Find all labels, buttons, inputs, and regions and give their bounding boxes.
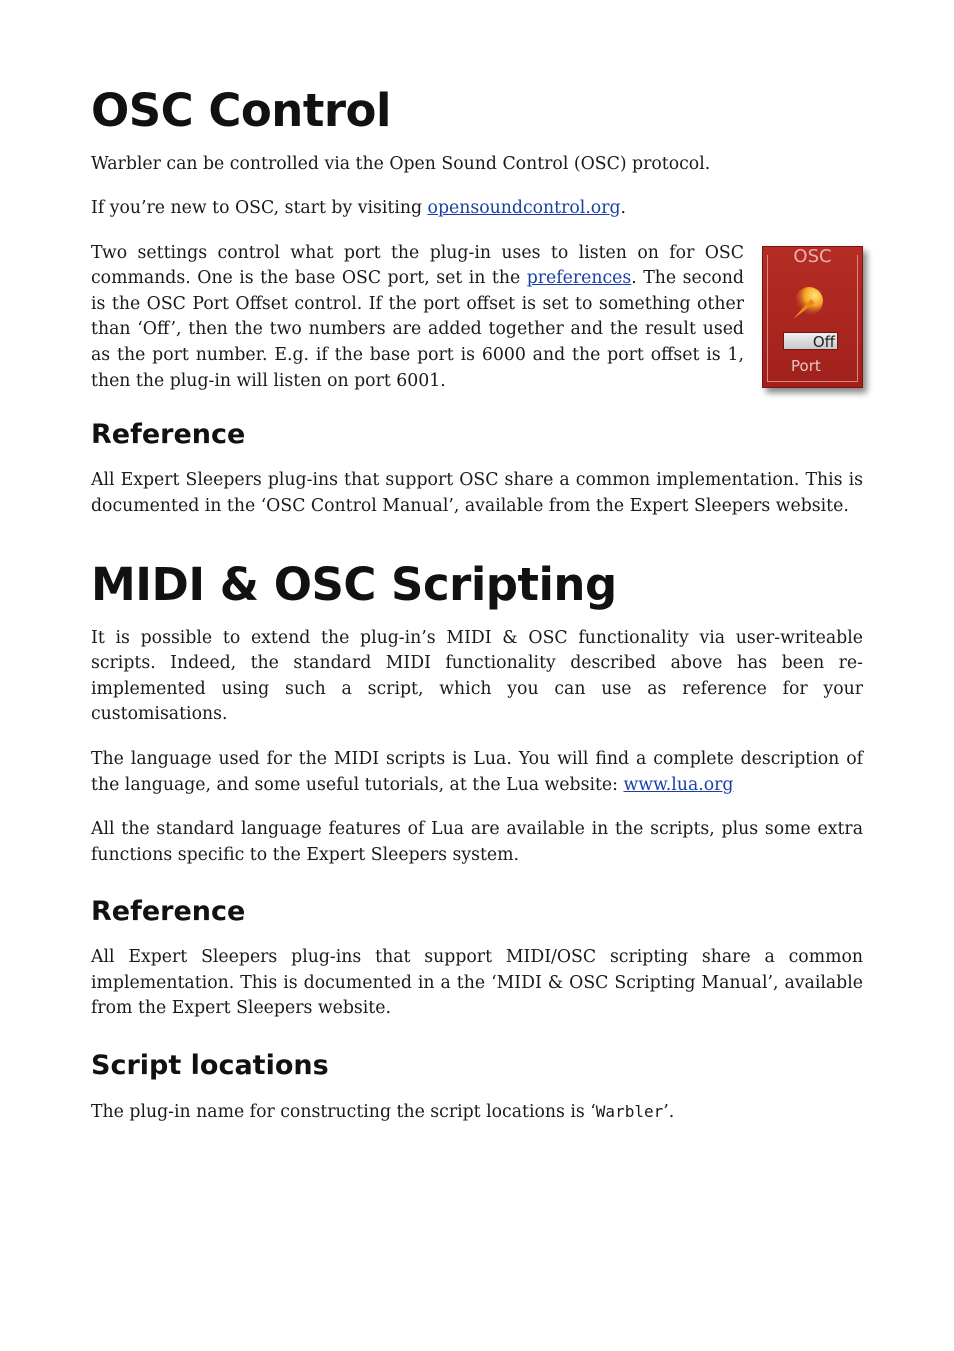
osc-widget-title: OSC xyxy=(793,245,832,267)
osc-new-text-post: . xyxy=(620,198,627,219)
scripting-paragraph-2 xyxy=(91,747,863,798)
scripting-text-2-pre: The language used for the MIDI scripts is Lua. You will find a complete description of the language, and some useful tutorials, at the Lua website: xyxy=(91,749,863,795)
osc-reference-heading: Reference xyxy=(91,419,246,451)
lua-website-link[interactable]: www.lua.org xyxy=(623,774,734,795)
osc-port-label: Port xyxy=(791,356,821,375)
scripting-paragraph-1 xyxy=(91,626,863,728)
osc-reference-paragraph xyxy=(91,468,863,519)
osc-settings-text-post: . The second is the OSC Port Offset control. If the port offset is set to something other than ‘Off’, then the two numbers are added together and the result used as the port number. E.g. if the base port is 6000 and the port offset is 1, then the plug-in will listen on port 6001. xyxy=(91,268,744,391)
osc-port-offset-value[interactable]: Off xyxy=(783,332,838,350)
scripting-reference-paragraph xyxy=(91,945,863,1022)
osc-settings-text-pre: Two settings control what port the plug-in uses to listen on for OSC commands. One is the base OSC port, set in the xyxy=(91,242,744,289)
spacer xyxy=(91,394,863,420)
script-locations-text-post: ’. xyxy=(663,1101,675,1122)
plugin-name-code: Warbler xyxy=(595,1101,664,1121)
knob-icon[interactable] xyxy=(789,287,825,323)
osc-reference-text: All Expert Sleepers plug-ins that support OSC share a common implementation. This is documented in the ‘OSC Control Manual’, available from the Expert Sleepers website. xyxy=(91,469,863,516)
page-content xyxy=(91,86,863,1144)
script-locations-heading: Script locations xyxy=(91,1049,329,1081)
scripting-reference-text: All Expert Sleepers plug-ins that support MIDI/OSC scripting share a common implementation. This is documented in a the ‘MIDI & OSC Scripting Manual’, available from the Expert Sleepers website. xyxy=(91,947,863,1019)
scripting-reference-heading: Reference xyxy=(91,896,246,928)
midi-osc-scripting-heading: MIDI & OSC Scripting xyxy=(91,558,617,612)
script-locations-paragraph xyxy=(91,1099,863,1126)
osc-intro-text: Warbler can be controlled via the Open Sound Control (OSC) protocol. xyxy=(91,153,711,174)
scripting-text-3: All the standard language features of Lua are available in the scripts, plus some extra functions specific to the Expert Sleepers system. xyxy=(91,819,863,865)
osc-intro-paragraph xyxy=(91,152,863,178)
osc-port-widget xyxy=(762,246,863,388)
osc-new-paragraph xyxy=(91,196,863,222)
scripting-text-1: It is possible to extend the plug-in’s MIDI & OSC functionality via user-writeable scripts. Indeed, the standard MIDI functionality described above has been re-implemented using such a script, which you can use as reference for your customisations. xyxy=(91,627,863,725)
preferences-link[interactable]: preferences xyxy=(526,268,632,289)
spacer xyxy=(91,538,863,560)
opensoundcontrol-link[interactable]: opensoundcontrol.org xyxy=(427,198,621,219)
osc-new-text-pre: If you’re new to OSC, start by visiting xyxy=(91,198,428,219)
scripting-paragraph-3 xyxy=(91,817,863,868)
osc-control-heading: OSC Control xyxy=(91,84,391,137)
script-locations-text-pre: The plug-in name for constructing the script locations is ‘ xyxy=(91,1101,596,1122)
osc-settings-paragraph xyxy=(91,241,744,395)
osc-settings-row xyxy=(91,241,863,395)
